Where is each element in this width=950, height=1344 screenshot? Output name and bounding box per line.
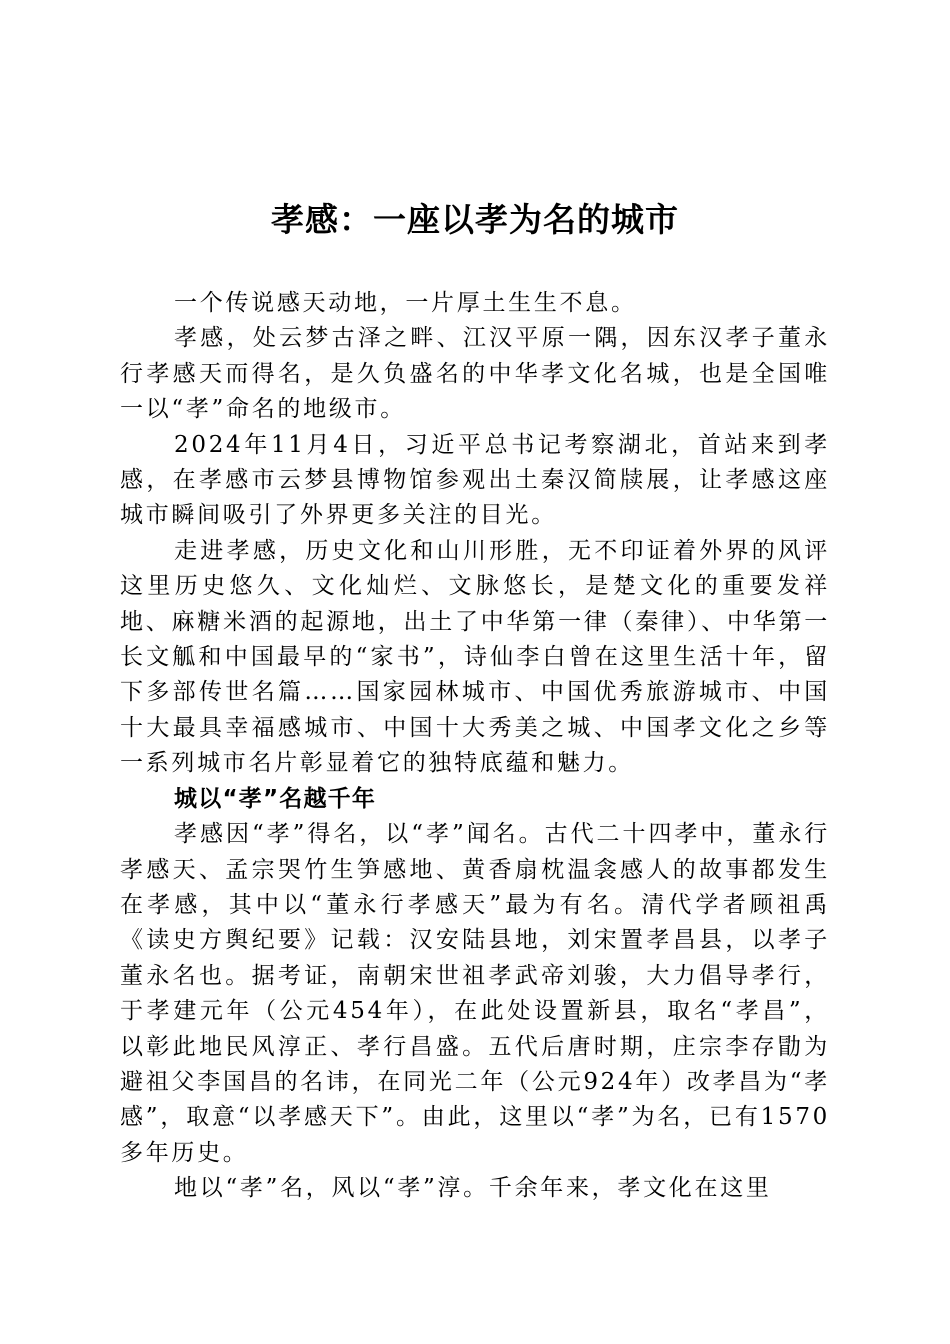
section-heading: 城以“孝”名越千年 <box>174 785 377 812</box>
document-body <box>120 286 830 1207</box>
paragraph-continued: 地以“孝”名，风以“孝”淳。千余年来，孝文化在这里 <box>174 1175 772 1202</box>
paragraph-visit: 2024年11月4日，习近平总书记考察湖北，首站来到孝感，在孝感市云梦县博物馆参观出土秦汉简牍展，让孝感这座城市瞬间吸引了外界更多关注的目光。 <box>120 431 830 529</box>
paragraph-intro: 孝感，处云梦古泽之畔、江汉平原一隅，因东汉孝子董永行孝感天而得名，是久负盛名的中华孝文化名城，也是全国唯一以“孝”命名的地级市。 <box>120 325 830 423</box>
document-title: 孝感：一座以孝为名的城市 <box>271 200 679 239</box>
paragraph-opening: 一个传说感天动地，一片厚土生生不息。 <box>174 290 637 316</box>
paragraph-history: 孝感因“孝”得名，以“孝”闻名。古代二十四孝中，董永行孝感天、孟宗哭竹生笋感地、黄香扇枕温衾感人的故事都发生在孝感，其中以“董永行孝感天”最为有名。清代学者顾祖禹《读史方舆纪要》记载：汉安陆县地，刘宋置孝昌县，以孝子董永名也。据考证，南朝宋世祖孝武帝刘骏，大力倡导孝行，于孝建元年（公元454年），在此处设置新县，取名“孝昌”，以彰此地民风淳正、孝行昌盛。五代后唐时期，庄宗李存勖为避祖父李国昌的名讳，在同光二年（公元924年）改孝昌为“孝感”，取意“以孝感天下”。由此，这里以“孝”为名，已有1570多年历史。 <box>120 821 830 1166</box>
paragraph-culture: 走进孝感，历史文化和山川形胜，无不印证着外界的风评这里历史悠久、文化灿烂、文脉悠长，是楚文化的重要发祥地、麻糖米酒的起源地，出土了中华第一律（秦律）、中华第一长文觚和中国最早的“家书”，诗仙李白曾在这里生活十年，留下多部传世名篇……国家园林城市、中国优秀旅游城市、中国十大最具幸福感城市、中国十大秀美之城、中国孝文化之乡等一系列城市名片彰显着它的独特底蕴和魅力。 <box>120 537 830 777</box>
